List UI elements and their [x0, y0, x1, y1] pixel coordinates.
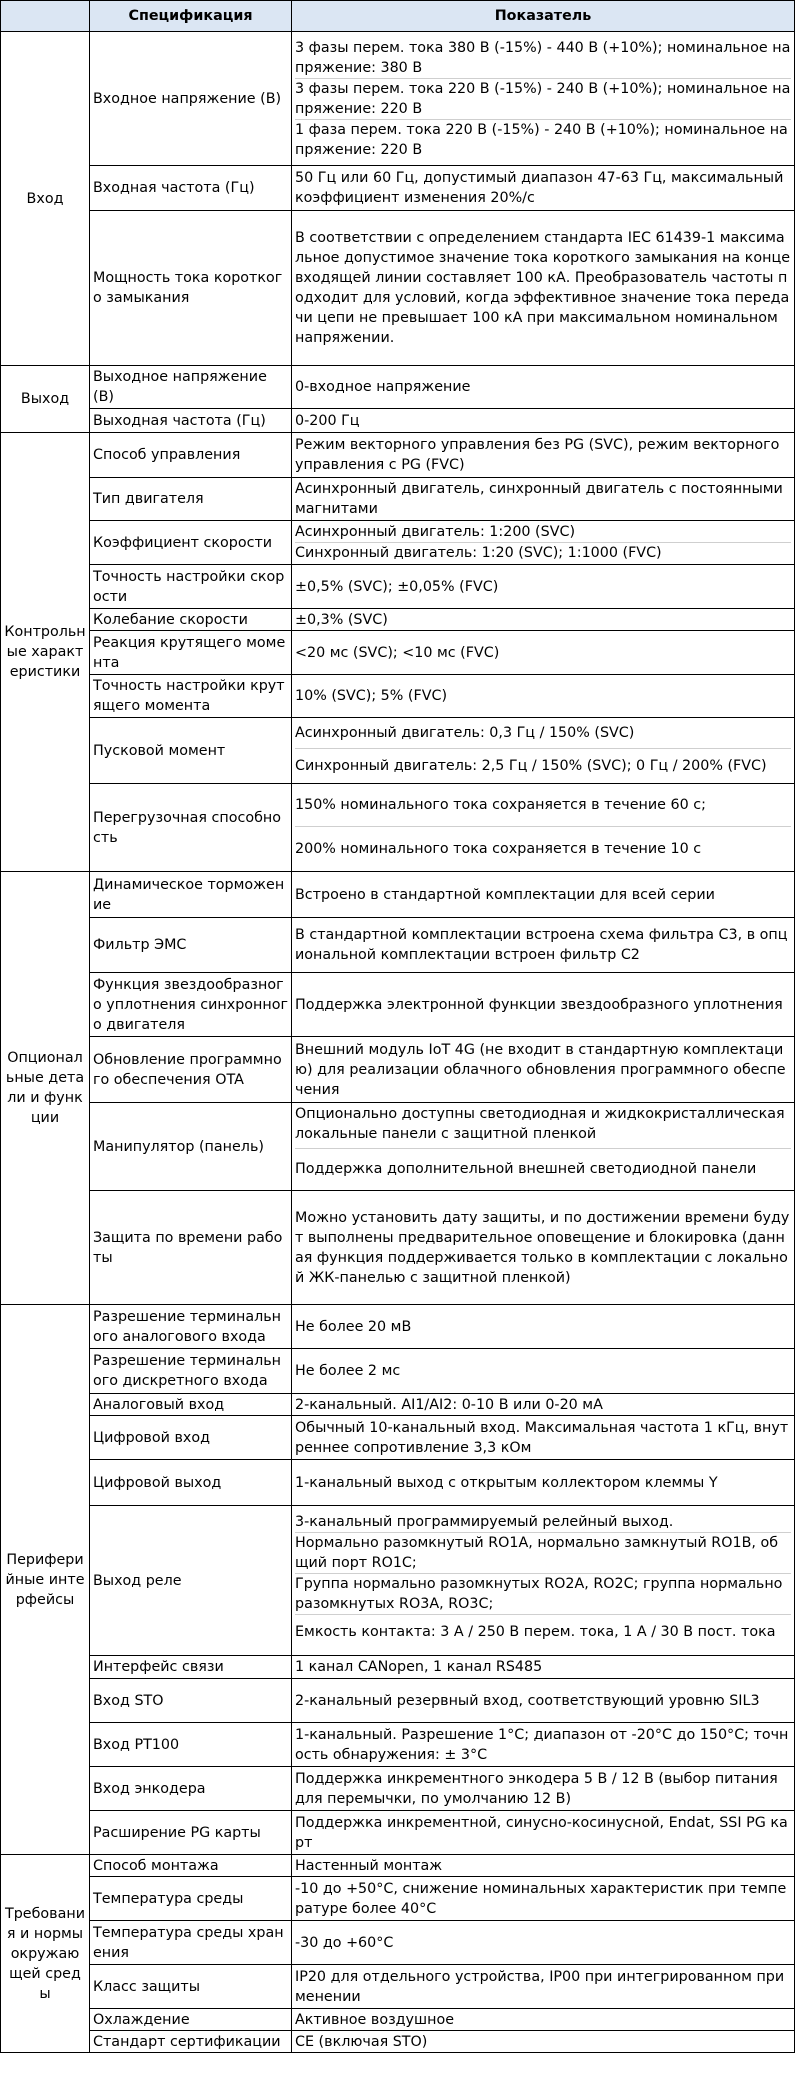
value-line: 3 фазы перем. тока 380 В (-15%) - 440 В (+10%); номинальное напряжение: 380 В — [295, 39, 791, 76]
table-row — [1, 1723, 795, 1767]
spec-cell: Цифровой вход — [90, 1416, 292, 1460]
table-row — [1, 1460, 795, 1506]
table-row — [1, 631, 795, 675]
table-row — [1, 675, 795, 718]
spec-cell: Температура среды хранения — [90, 1921, 292, 1965]
spec-cell: Разрешение терминального аналогового входа — [90, 1305, 292, 1349]
table-row — [1, 478, 795, 521]
table-row — [1, 1037, 795, 1103]
value-cell: ±0,5% (SVC); ±0,05% (FVC) — [292, 565, 795, 609]
category-control: Контрольные характеристики — [1, 433, 90, 872]
value-cell: Активное воздушное — [292, 2009, 795, 2031]
value-cell — [292, 784, 795, 872]
value-cell: -10 до +50°C, снижение номинальных характеристик при температуре более 40°C — [292, 1877, 795, 1921]
value-cell: 10% (SVC); 5% (FVC) — [292, 675, 795, 718]
spec-cell: Динамическое торможение — [90, 872, 292, 918]
value-cell: 1-канальный. Разрешение 1°C; диапазон от -20°C до 150°C; точность обнаружения: ± 3°C — [292, 1723, 795, 1767]
value-line: Асинхронный двигатель: 0,3 Гц / 150% (SVC) — [295, 725, 635, 741]
header-row — [1, 1, 795, 32]
spec-cell: Пусковой момент — [90, 718, 292, 784]
spec-cell: Способ монтажа — [90, 1855, 292, 1877]
spec-cell: Класс защиты — [90, 1965, 292, 2009]
spec-cell: Вход энкодера — [90, 1767, 292, 1811]
value-cell: Встроено в стандартной комплектации для всей серии — [292, 872, 795, 918]
value-cell: 2-канальный. AI1/AI2: 0-10 В или 0-20 мА — [292, 1394, 795, 1416]
table-row — [1, 1349, 795, 1394]
table-row — [1, 366, 795, 409]
table-row — [1, 784, 795, 872]
value-line: 3-канальный программируемый релейный выход. — [295, 1514, 674, 1530]
value-cell: Поддержка инкрементного энкодера 5 В / 12 В (выбор питания для перемычки, по умолчанию 12 В) — [292, 1767, 795, 1811]
spec-cell: Способ управления — [90, 433, 292, 478]
value-line: Емкость контакта: 3 A / 250 В перем. тока, 1 A / 30 В пост. тока — [295, 1614, 791, 1649]
value-cell: ±0,3% (SVC) — [292, 609, 795, 631]
spec-cell: Разрешение терминального дискретного входа — [90, 1349, 292, 1394]
table-row — [1, 1394, 795, 1416]
spec-cell: Интерфейс связи — [90, 1656, 292, 1679]
table-row — [1, 32, 795, 166]
category-peripheral: Периферийные интерфейсы — [1, 1305, 90, 1855]
value-cell: Не более 20 мВ — [292, 1305, 795, 1349]
value-cell: 50 Гц или 60 Гц, допустимый диапазон 47-63 Гц, максимальный коэффициент изменения 20%/с — [292, 166, 795, 211]
table-row — [1, 1767, 795, 1811]
table-row — [1, 718, 795, 784]
value-cell: Поддержка инкрементной, синусно-косинусной, Endat, SSI PG карт — [292, 1811, 795, 1855]
value-cell: В стандартной комплектации встроена схема фильтра C3, в опциональной комплектации встроен фильтр C2 — [292, 918, 795, 973]
value-cell: Обычный 10-канальный вход. Максимальная частота 1 кГц, внутреннее сопротивление 3,3 кОм — [292, 1416, 795, 1460]
spec-cell: Коэффициент скорости — [90, 521, 292, 565]
value-cell: 0-входное напряжение — [292, 366, 795, 409]
table-row — [1, 872, 795, 918]
value-cell — [292, 1506, 795, 1656]
table-row — [1, 1921, 795, 1965]
value-line: Поддержка дополнительной внешней светодиодной панели — [295, 1148, 791, 1189]
value-cell: Не более 2 мс — [292, 1349, 795, 1394]
spec-cell: Расширение PG карты — [90, 1811, 292, 1855]
table-row — [1, 973, 795, 1037]
table-row — [1, 409, 795, 433]
spec-cell: Реакция крутящего момента — [90, 631, 292, 675]
table-row — [1, 1506, 795, 1656]
table-row — [1, 918, 795, 973]
value-line: 3 фазы перем. тока 220 В (-15%) - 240 В (+10%); номинальное напряжение: 220 В — [295, 78, 791, 119]
value-cell — [292, 718, 795, 784]
table-row — [1, 1965, 795, 2009]
spec-cell: Выходное напряжение (В) — [90, 366, 292, 409]
spec-cell: Перегрузочная способность — [90, 784, 292, 872]
value-line: Группа нормально разомкнутых RO2A, RO2C; группа нормально разомкнутых RO3A, RO3C; — [295, 1573, 791, 1614]
value-cell: CE (включая STO) — [292, 2031, 795, 2053]
spec-cell: Стандарт сертификации — [90, 2031, 292, 2053]
category-optional: Опциональные детали и функции — [1, 872, 90, 1305]
table-row — [1, 1305, 795, 1349]
spec-cell: Выходная частота (Гц) — [90, 409, 292, 433]
spec-cell: Охлаждение — [90, 2009, 292, 2031]
spec-cell: Температура среды — [90, 1877, 292, 1921]
value-line: Опционально доступны светодиодная и жидкокристаллическая локальные панели с защитной пленкой — [295, 1106, 785, 1142]
spec-cell: Защита по времени работы — [90, 1191, 292, 1305]
spec-cell: Функция звездообразного уплотнения синхронного двигателя — [90, 973, 292, 1037]
value-cell — [292, 1103, 795, 1191]
table-row — [1, 565, 795, 609]
category-environment: Требования и нормы окружающей среды — [1, 1855, 90, 2053]
value-line: 1 фаза перем. тока 220 В (-15%) - 240 В (+10%); номинальное напряжение: 220 В — [295, 119, 791, 160]
header-spec: Спецификация — [90, 1, 292, 32]
value-line: Синхронный двигатель: 1:20 (SVC); 1:1000 (FVC) — [295, 542, 791, 563]
spec-cell: Манипулятор (панель) — [90, 1103, 292, 1191]
spec-cell: Обновление программного обеспечения OTA — [90, 1037, 292, 1103]
value-cell: 0-200 Гц — [292, 409, 795, 433]
spec-cell: Точность настройки скорости — [90, 565, 292, 609]
value-cell: Настенный монтаж — [292, 1855, 795, 1877]
spec-cell: Цифровой выход — [90, 1460, 292, 1506]
spec-cell: Мощность тока короткого замыкания — [90, 211, 292, 366]
value-cell: В соответствии с определением стандарта IEC 61439-1 максимальное допустимое значение тока короткого замыкания на конце входящей линии составляет 100 кА. Преобразователь частоты подходит для условий, когда эффективное значение тока передачи цепи не превышает 100 кА при максимальном номинальном напряжении. — [292, 211, 795, 366]
value-cell: IP20 для отдельного устройства, IP00 при интегрированном применении — [292, 1965, 795, 2009]
header-value: Показатель — [292, 1, 795, 32]
spec-cell: Вход STO — [90, 1679, 292, 1723]
value-line: Нормально разомкнутый RO1A, нормально замкнутый RO1B, общий порт RO1C; — [295, 1532, 791, 1573]
table-row — [1, 1877, 795, 1921]
value-cell: Режим векторного управления без PG (SVC), режим векторного управления с PG (FVC) — [292, 433, 795, 478]
spec-cell: Тип двигателя — [90, 478, 292, 521]
spec-cell: Колебание скорости — [90, 609, 292, 631]
spec-cell: Выход реле — [90, 1506, 292, 1656]
spec-cell: Фильтр ЭМС — [90, 918, 292, 973]
value-cell: Можно установить дату защиты, и по достижении времени будут выполнены предварительное оповещение и блокировка (данная функция поддерживается только в комплектации с локальной ЖК-панелью с защитной пленкой) — [292, 1191, 795, 1305]
value-line: Асинхронный двигатель: 1:200 (SVC) — [295, 524, 576, 540]
value-line: 200% номинального тока сохраняется в течение 10 с — [295, 826, 791, 871]
value-cell: 1 канал CANopen, 1 канал RS485 — [292, 1656, 795, 1679]
table-row — [1, 166, 795, 211]
table-row — [1, 1855, 795, 1877]
spec-cell: Входная частота (Гц) — [90, 166, 292, 211]
value-cell: Поддержка электронной функции звездообразного уплотнения — [292, 973, 795, 1037]
table-row — [1, 521, 795, 565]
table-row — [1, 433, 795, 478]
value-cell: Асинхронный двигатель, синхронный двигатель с постоянными магнитами — [292, 478, 795, 521]
value-line: 150% номинального тока сохраняется в течение 60 с; — [295, 797, 706, 813]
value-cell: -30 до +60°C — [292, 1921, 795, 1965]
table-row — [1, 2031, 795, 2053]
value-line: Синхронный двигатель: 2,5 Гц / 150% (SVC); 0 Гц / 200% (FVC) — [295, 748, 791, 783]
table-row — [1, 1679, 795, 1723]
value-cell: Внешний модуль IoT 4G (не входит в стандартную комплектацию) для реализации облачного обновления программного обеспечения — [292, 1037, 795, 1103]
spec-cell: Вход PT100 — [90, 1723, 292, 1767]
header-blank — [1, 1, 90, 32]
value-cell — [292, 32, 795, 166]
spec-cell: Точность настройки крутящего момента — [90, 675, 292, 718]
table-row — [1, 2009, 795, 2031]
table-row — [1, 1103, 795, 1191]
table-row — [1, 609, 795, 631]
value-cell: <20 мс (SVC); <10 мс (FVC) — [292, 631, 795, 675]
value-cell — [292, 521, 795, 565]
table-row — [1, 1191, 795, 1305]
value-cell: 1-канальный выход с открытым коллектором клеммы Y — [292, 1460, 795, 1506]
spec-cell: Входное напряжение (В) — [90, 32, 292, 166]
spec-cell: Аналоговый вход — [90, 1394, 292, 1416]
table-row — [1, 1416, 795, 1460]
table-row — [1, 1656, 795, 1679]
category-input: Вход — [1, 32, 90, 366]
table-row — [1, 1811, 795, 1855]
value-cell: 2-канальный резервный вход, соответствующий уровню SIL3 — [292, 1679, 795, 1723]
category-output: Выход — [1, 366, 90, 433]
table-row — [1, 211, 795, 366]
